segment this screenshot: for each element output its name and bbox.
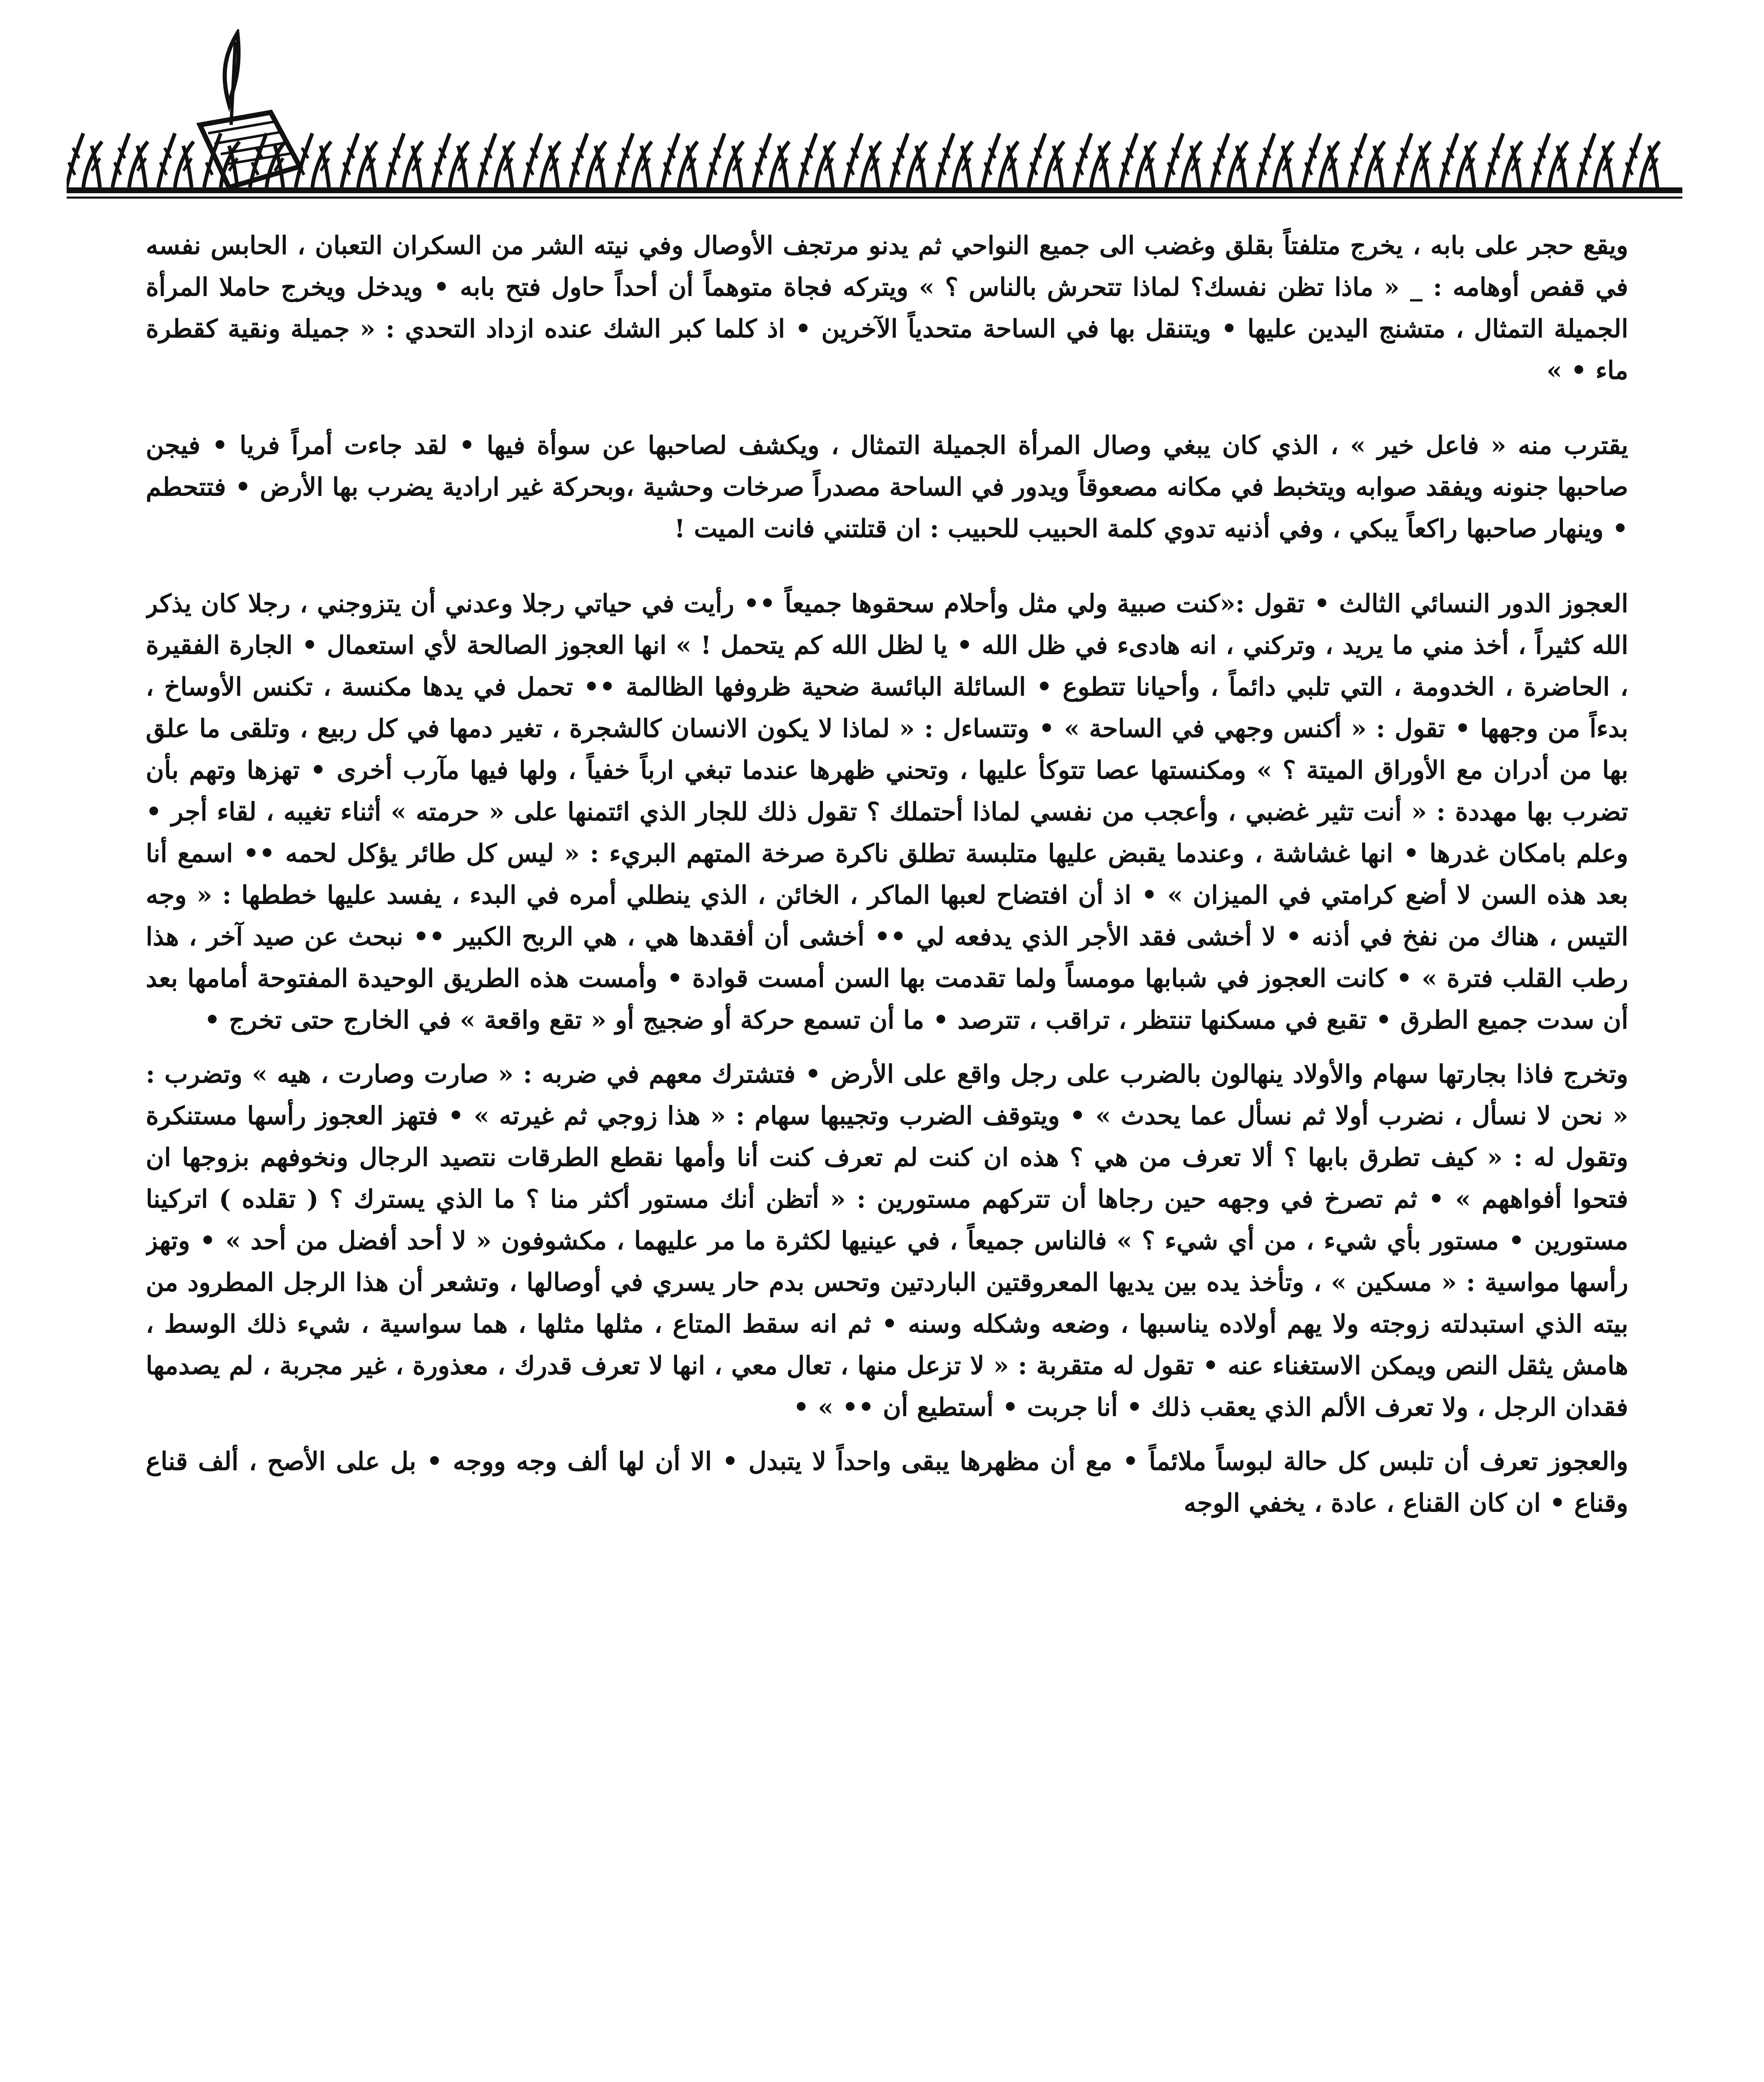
plant-frieze-border-icon bbox=[67, 125, 1682, 208]
paragraph-5: والعجوز تعرف أن تلبس كل حالة لبوساً ملائماً • مع أن مظهرها يبقى واحداً لا يتبدل • الا أن لها ألف وجه ووجه • بل على الأصح ، ألف قناع وقناع • ان كان القناع ، عادة ، يخفي الوجه bbox=[146, 1447, 1628, 1518]
body-text bbox=[146, 225, 1628, 2082]
paragraph-2: يقترب منه « فاعل خير » ، الذي كان يبغي وصال المرأة الجميلة التمثال ، ويكشف لصاحبها عن سوأة فيها • لقد جاءت أمراً فريا • فيجن صاحبها جنونه ويفقد صوابه ويتخبط في مكانه مصعوقاً ويدور في الساحة مصدراً صرخات وحشية ،وبحركة غير ارادية يضرب بها الأرض • فتتحطم • وينهار صاحبها راكعاً يبكي ، وفي أذنيه تدوي كلمة الحبيب للحبيب : ان قتلتني فانت الميت ! bbox=[146, 431, 1628, 543]
paragraph-3: العجوز الدور النسائي الثالث • تقول :«كنت صبية ولي مثل وأحلام سحقوها جميعاً •• رأيت في حياتي رجلا وعدني أن يتزوجني ، رجلا كان يذكر الله كثيراً ، أخذ مني ما يريد ، وتركني ، انه هادىء في ظل الله • يا لظل الله كم يتحمل ! » انها العجوز الصالحة لأي استعمال • الجارة الفقيرة ، الحاضرة ، الخدومة ، التي تلبي دائماً ، وأحيانا تتطوع • السائلة البائسة ضحية ظروفها الظالمة •• تحمل في يدها مكنسة ، تكنس الأوساخ ، بدءاً من وجهها • تقول : « أكنس وجهي في الساحة » • وتتساءل : « لماذا لا يكون الانسان كالشجرة ، تغير دمها في كل ربيع ، وتلقى ما علق بها من أدران مع الأوراق الميتة ؟ » ومكنستها عصا تتوكأ عليها ، وتحني ظهرها عندما تبغي ارباً خفياً ، ولها فيها مآرب أخرى • تهزها وتهم بأن تضرب بها مهددة : « أنت تثير غضبي ، وأعجب من نفسي لماذا أحتملك ؟ تقول ذلك للجار الذي ائتمنها على « حرمته » أثناء تغيبه ، لقاء أجر • وعلم بامكان غدرها • انها غشاشة ، وعندما يقبض عليها متلبسة تطلق ناكرة صرخة المتهم البريء : « ليس كل طائر يؤكل لحمه •• اسمع أنا بعد هذه السن لا أضع كرامتي في الميزان » • اذ أن افتضاح لعبها الماكر ، الخائن ، الذي ينطلي أمره في البدء ، يفسد عليها خططها : « وجه التيس ، هناك من نفخ في أذنه • لا أخشى فقد الأجر الذي يدفعه لي •• أخشى أن أفقدها هي ، هي الربح الكبير •• نبحث عن صيد آخر ، هذا رطب القلب فترة » • كانت العجوز في شبابها مومساً ولما تقدمت بها السن أمست قوادة • وأمست هذه الطريق الوحيدة المفتوحة أمامها بعد أن سدت جميع الطرق • تقبع في مسكنها تنتظر ، تراقب ، تترصد • ما أن تسمع حركة أو ضجيج أو « تقع واقعة » في الخارج حتى تخرج • bbox=[146, 589, 1628, 1035]
paragraph-4: وتخرج فاذا بجارتها سهام والأولاد ينهالون بالضرب على رجل واقع على الأرض • فتشترك معهم في ضربه : « صارت وصارت ، هيه » وتضرب : « نحن لا نسأل ، نضرب أولا ثم نسأل عما يحدث » • ويتوقف الضرب وتجيبها سهام : « هذا زوجي ثم غيرته » • فتهز العجوز رأسها مستنكرة وتقول له : « كيف تطرق بابها ؟ ألا تعرف من هي ؟ هذه ان كنت لم تعرف كنت أنا وأمها نقطع الطرقات نتصيد الرجال ونخوفهم بزوجها ان فتحوا أفواههم » • ثم تصرخ في وجهه حين رجاها أن تتركهم مستورين : « أتظن أنك مستور أكثر منا ؟ ما الذي يسترك ؟ ( تقلده ) اتركينا مستورين • مستور بأي شيء ، من أي شيء ؟ » فالناس جميعاً ، في عينيها لكثرة ما مر عليهما ، مكشوفون « لا أحد أفضل من أحد » • وتهز رأسها مواسية : « مسكين » ، وتأخذ يده بين يديها المعروقتين الباردتين وتحس بدم حار يسري في أوصالها ، وتشعر أن هذا الرجل المطرود من بيته الذي استبدلته زوجته ولا يهم أولاده يناسبها ، وضعه وشكله وسنه • ثم انه سقط المتاع ، مثلها مثلها ، هما سواسية ، شيء ذلك الوسط ، هامش يثقل النص ويمكن الاستغناء عنه • تقول له متقربة : « لا تزعل منها ، تعال معي ، انها لا تعرف قدرك ، معذورة ، غير مجربة ، لم يصدمها فقدان الرجل ، ولا تعرف الألم الذي يعقب ذلك • أنا جربت • أستطيع أن •• » • bbox=[146, 1060, 1628, 1422]
paragraph-1: ويقع حجر على بابه ، يخرج متلفتاً بقلق وغضب الى جميع النواحي ثم يدنو مرتجف الأوصال وفي نيته الشر من السكران التعبان ، الحابس نفسه في قفص أوهامه : _ « ماذا تظن نفسك؟ لماذا تتحرش بالناس ؟ » ويتركه فجاة متوهماً أن أحداً حاول فتح بابه • ويدخل ويخرج حاملا المرأة الجميلة التمثال ، متشنج اليدين عليها • ويتنقل بها في الساحة متحدياً الآخرين • اذ كلما كبر الشك عنده ازداد التحدي : « جميلة ونقية كقطرة ماء • » bbox=[146, 231, 1628, 385]
